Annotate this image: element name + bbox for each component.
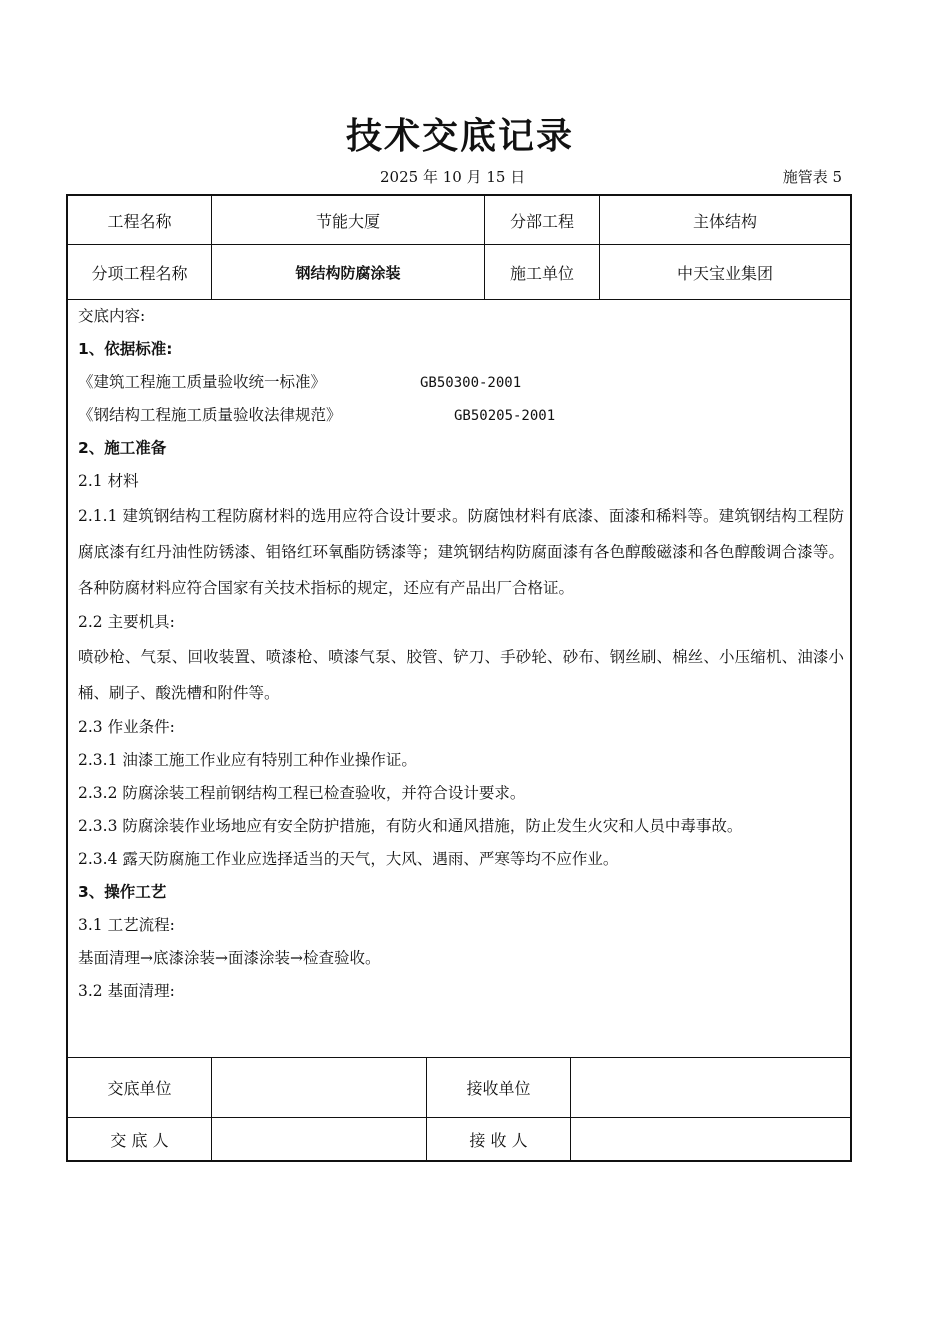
form-number: 施管表 5 (782, 168, 842, 186)
handover-person-label: 交 底 人 (110, 1130, 169, 1150)
section-1-heading: 1、依据标准: (78, 340, 173, 358)
handover-unit-label: 交底单位 (107, 1079, 172, 1098)
section-2-heading: 2、施工准备 (78, 439, 167, 457)
handover-unit-field[interactable] (212, 1058, 426, 1117)
receiver-label: 接 收 人 (469, 1130, 528, 1150)
receiver-field[interactable] (571, 1118, 850, 1160)
section-2-1: 2.1 材料 (78, 472, 139, 490)
division-value: 主体结构 (692, 211, 757, 231)
content-intro: 交底内容: (78, 307, 146, 325)
handover-content (78, 300, 844, 1008)
section-2-1-1: 2.1.1 建筑钢结构工程防腐材料的选用应符合设计要求。防腐蚀材料有底漆、面漆和稀料等。建筑钢结构工程防腐底漆有红丹油性防锈漆、钼铬红环氧酯防锈漆等；建筑钢结构防腐面漆有各色醇酸磁漆和各色醇酸调合漆等。各种防腐材料应符合国家有关技术指标的规定，还应有产品出厂合格证。 (78, 507, 844, 597)
project-name-value: 节能大厦 (315, 211, 380, 231)
document-date: 2025 年 10 月 15 日 (380, 168, 526, 186)
section-2-3-3: 2.3.3 防腐涂装作业场地应有安全防护措施，有防火和通风措施，防止发生火灾和人员中毒事故。 (78, 817, 743, 835)
section-2-3: 2.3 作业条件: (78, 718, 175, 736)
section-3-1: 3.1 工艺流程: (78, 916, 175, 934)
receiving-unit-field[interactable] (571, 1058, 850, 1117)
section-2-3-1: 2.3.1 油漆工施工作业应有特别工种作业操作证。 (78, 751, 417, 769)
section-3-1-text: 基面清理→底漆涂装→面漆涂装→检查验收。 (78, 949, 381, 967)
standard-1-name: 《建筑工程施工质量验收统一标准》 (78, 373, 327, 391)
standard-1-code: GB50300-2001 (420, 375, 522, 391)
section-2-2: 2.2 主要机具: (78, 613, 175, 631)
document-title: 技术交底记录 (345, 116, 574, 157)
receiving-unit-label: 接收单位 (466, 1079, 531, 1098)
section-3-2: 3.2 基面清理: (78, 982, 175, 1000)
section-2-3-2: 2.3.2 防腐涂装工程前钢结构工程已检查验收，并符合设计要求。 (78, 784, 526, 802)
section-3-heading: 3、操作工艺 (78, 883, 167, 901)
subitem-value: 钢结构防腐涂装 (295, 263, 401, 282)
handover-person-field[interactable] (212, 1118, 426, 1160)
standard-2-code: GB50205-2001 (454, 408, 556, 424)
section-2-3-4: 2.3.4 露天防腐施工作业应选择适当的天气，大风、遇雨、严寒等均不应作业。 (78, 850, 619, 868)
section-2-2-text: 喷砂枪、气泵、回收装置、喷漆枪、喷漆气泵、胶管、铲刀、手砂轮、砂布、钢丝刷、棉丝、小压缩机、油漆小桶、刷子、酸洗槽和附件等。 (78, 648, 844, 702)
project-name-label: 工程名称 (107, 211, 172, 231)
standard-1 (78, 366, 844, 399)
contractor-value: 中天宝业集团 (676, 263, 773, 283)
record-table (66, 194, 852, 1162)
standard-2-name: 《钢结构工程施工质量验收法律规范》 (78, 406, 342, 424)
division-label: 分部工程 (509, 211, 574, 231)
standard-2 (78, 399, 844, 432)
contractor-label: 施工单位 (509, 263, 574, 283)
subitem-label: 分项工程名称 (91, 263, 188, 283)
